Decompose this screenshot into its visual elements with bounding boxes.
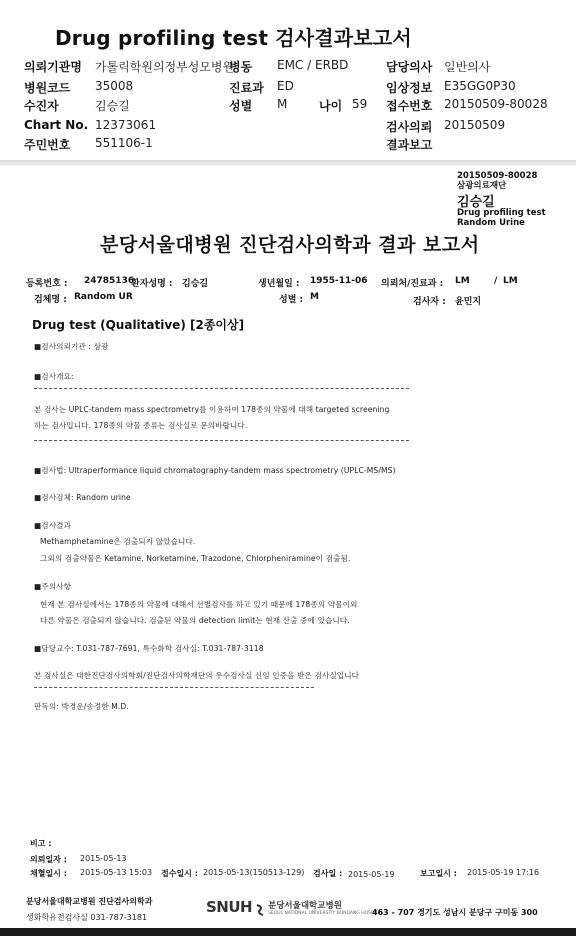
remark-label: 비고 : [30, 839, 52, 848]
report-value: 2015-05-19 17:16 [467, 868, 540, 877]
header-value: 59 [352, 97, 368, 111]
sex-value: M [310, 292, 319, 302]
body-line: ■검사검체: Random urine [34, 493, 131, 502]
patient-label: 환자성명 : [131, 279, 173, 289]
snuh-hospital-subname: SEOUL NATIONAL UNIVERSITY BUNDANG HOSPITAL [268, 911, 384, 916]
body-line: 현재 본 검사실에서는 178종의 약물에 대해서 선별검사를 하고 있기 때문에 178종의 약물이외 [40, 600, 358, 609]
collect-value: 2015-05-13 15:03 [80, 868, 153, 877]
body-line: 다른 약물은 검출되지 않습니다. 검출된 약물의 detection limit는 현재 산출 중에 있습니다. [40, 616, 350, 625]
stamp-name: 김승길 [457, 195, 495, 210]
header-label: 병원코드 [24, 81, 71, 95]
report-title: 분당서울대병원 진단검사의학과 결과 보고서 [100, 234, 480, 256]
bottom-bar [0, 928, 576, 936]
dashed-divider [34, 440, 409, 441]
specimen-label: 검체명 : [34, 295, 67, 305]
header-value: 12373061 [95, 118, 157, 132]
sex-label: 성별 : [279, 295, 304, 305]
body-line: ■검사결과 [34, 521, 72, 530]
stamp-code: 20150509-80028 [457, 171, 538, 181]
snuh-logo-text: SNUH [206, 898, 253, 916]
report-header [0, 0, 576, 160]
stamp-specimen: Random Urine [457, 218, 525, 228]
result-line: Methamphetamine은 검출되지 않았습니다. [40, 537, 196, 546]
body-line: ■검사개요: [34, 372, 74, 381]
header-label: 검사의뢰 [386, 120, 433, 134]
body-line: ■담당교수: T.031-787-7691, 특수화학 검사실: T.031-787-3118 [34, 644, 264, 653]
header-value: 35008 [95, 79, 134, 93]
request-label: 의뢰일자 : [30, 855, 67, 864]
page-title: Drug profiling test 검사결과보고서 [55, 26, 412, 50]
specimen-value: Random UR [74, 292, 133, 302]
header-value: 일반의사 [444, 60, 491, 74]
result-line: 그외의 검출약물은 Ketamine, Norketamine, Trazodone, Chlorpheniramine이 검출됨. [40, 554, 351, 563]
examiner-value: 윤민지 [455, 297, 482, 307]
snuh-hospital-name: 분당서울대학교병원 [268, 901, 342, 911]
header-value: 가톨릭학원의정부성모병원 [95, 60, 235, 74]
receipt-label: 접수일시 : [161, 869, 198, 878]
stamp-test: Drug profiling test [457, 208, 546, 218]
examiner-label: 검사자 : [413, 297, 446, 307]
body-line: 본 검사실은 대한진단검사의학회/진단검사의학재단의 우수검사실 신임 인증을 받은 검사실입니다 [34, 671, 360, 680]
header-value: E35GG0P30 [444, 79, 516, 93]
body-line: ■검사법: Ultraperformance liquid chromatography-tandem mass spectrometry (UPLC-MS/MS) [34, 466, 396, 475]
header-label: 주민번호 [24, 138, 71, 152]
collect-label: 채혈일시 : [30, 869, 67, 878]
header-label: 성별 [229, 99, 253, 113]
header-value: 20150509-80028 [444, 97, 548, 111]
header-label: 진료과 [229, 81, 264, 95]
header-label: 임상정보 [386, 81, 433, 95]
hospital-address: 463 - 707 경기도 성남시 분당구 구미동 300 [372, 908, 538, 917]
snuh-logo-icon [255, 901, 265, 913]
reg-label: 등록번호 : [26, 279, 68, 289]
header-value: M [277, 97, 288, 111]
stamp-org: 삼광의료재단 [457, 181, 507, 191]
header-label: 병동 [229, 60, 253, 74]
patient-value: 김승길 [182, 279, 209, 289]
dashed-divider [34, 388, 409, 389]
lab-phone: 생화학유전검사실 031-787-3181 [26, 913, 148, 922]
exam-value: 2015-05-19 [348, 870, 395, 879]
header-value: ED [277, 79, 294, 93]
dashed-divider [34, 687, 314, 688]
header-value: EMC / ERBD [277, 58, 349, 72]
reg-value: 24785136 [84, 276, 135, 286]
body-line: 하는 검사입니다. 178종의 약물 종류는 검사실로 문의바랍니다. [34, 421, 248, 430]
header-label: 결과보고 [386, 138, 433, 152]
header-value: 김승길 [95, 99, 130, 113]
header-label: 접수번호 [386, 99, 433, 113]
exam-label: 검사일 : [313, 869, 343, 878]
header-label: 수진자 [24, 99, 59, 113]
header-label: Chart No. [24, 118, 89, 132]
dept-value: LM [455, 276, 470, 286]
hospital-dept: 분당서울대학교병원 진단검사의학과 [26, 897, 153, 906]
header-value: 551106-1 [95, 136, 153, 150]
header-label: 나이 [319, 99, 343, 113]
section-title: Drug test (Qualitative) [2종이상] [32, 318, 245, 332]
body-line: 본 검사는 UPLC-tandem mass spectrometry를 이용하여 178종의 약물에 대해 targeted screening [34, 405, 390, 414]
body-line: 판독의: 박경운/송정한 M.D. [34, 702, 129, 711]
header-label: 담당의사 [386, 60, 433, 74]
dept-label: 의뢰처/진료과 : [381, 279, 444, 289]
dob-value: 1955-11-06 [310, 276, 368, 286]
header-value: 20150509 [444, 118, 506, 132]
dept-value-2: LM [503, 276, 518, 286]
header-label: 의뢰기관명 [24, 60, 82, 74]
receipt-value: 2015-05-13(150513-129) [203, 868, 305, 877]
request-value: 2015-05-13 [80, 854, 127, 863]
dept-sep: / [494, 276, 498, 286]
report-label: 보고일시 : [420, 869, 457, 878]
dob-label: 생년월일 : [258, 279, 300, 289]
body-line: ■주의사항 [34, 582, 72, 591]
body-line: ■검사의뢰기관 : 삼광 [34, 342, 109, 351]
